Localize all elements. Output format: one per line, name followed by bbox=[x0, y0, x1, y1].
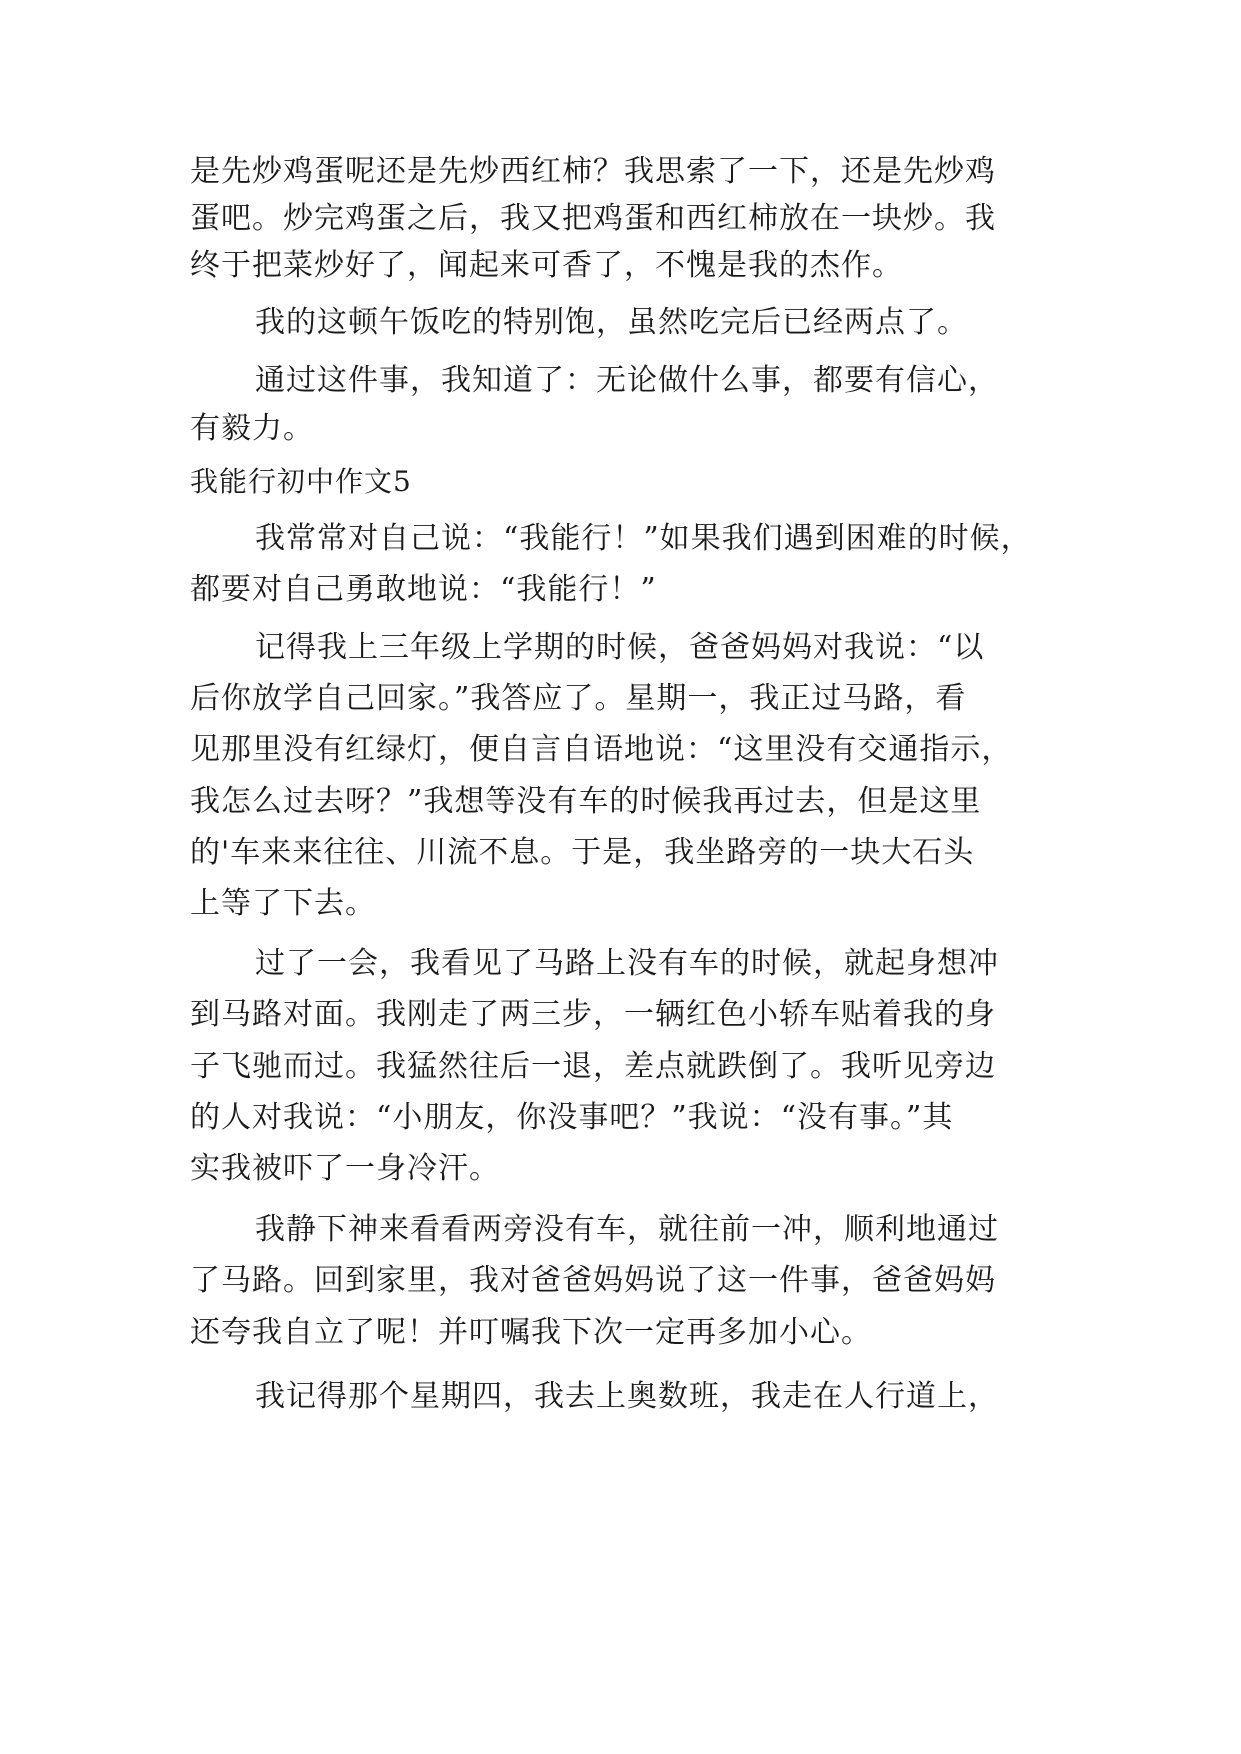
text-line: 见那里没有红绿灯，便自言自语地说：“这里没有交通指示， bbox=[190, 732, 1013, 767]
text-line: 都要对自己勇敢地说：“我能行！” bbox=[190, 572, 657, 607]
text-line: 我记得那个星期四，我去上奥数班，我走在人行道上， bbox=[255, 1379, 999, 1414]
text-line: 记得我上三年级上学期的时候，爸爸妈妈对我说：“以 bbox=[255, 630, 985, 665]
text-line: 我的这顿午饭吃的特别饱，虽然吃完后已经两点了。 bbox=[255, 305, 968, 340]
text-line: 通过这件事，我知道了：无论做什么事，都要有信心， bbox=[255, 363, 999, 398]
section-heading: 我能行初中作文5 bbox=[190, 465, 412, 498]
text-line: 了马路。回到家里，我对爸爸妈妈说了这一件事，爸爸妈妈 bbox=[190, 1263, 996, 1298]
text-line: 上等了下去。 bbox=[190, 886, 376, 921]
text-line: 终于把菜炒好了，闻起来可香了，不愧是我的杰作。 bbox=[190, 248, 903, 283]
text-line: 蛋吧。炒完鸡蛋之后，我又把鸡蛋和西红柿放在一块炒。我 bbox=[190, 201, 996, 236]
text-line: 我怎么过去呀？”我想等没有车的时候我再过去，但是这里 bbox=[190, 784, 982, 819]
text-line: 子飞驰而过。我猛然往后一退，差点就跌倒了。我听见旁边 bbox=[190, 1049, 996, 1084]
text-line: 还夸我自立了呢！并叮嘱我下次一定再多加小心。 bbox=[190, 1315, 872, 1350]
text-line: 我静下神来看看两旁没有车，就往前一冲，顺利地通过 bbox=[255, 1212, 999, 1247]
text-line: 到马路对面。我刚走了两三步，一辆红色小轿车贴着我的身 bbox=[190, 997, 996, 1032]
text-line: 有毅力。 bbox=[190, 411, 314, 446]
text-line: 我常常对自己说：“我能行！”如果我们遇到困难的时候， bbox=[255, 521, 1032, 556]
text-line: 实我被吓了一身冷汗。 bbox=[190, 1151, 500, 1186]
text-line: 是先炒鸡蛋呢还是先炒西红柿？我思索了一下，还是先炒鸡 bbox=[190, 154, 996, 189]
text-line: 的人对我说：“小朋友，你没事吧？”我说：“没有事。”其 bbox=[190, 1100, 954, 1135]
text-line: 过了一会，我看见了马路上没有车的时候，就起身想冲 bbox=[255, 946, 999, 981]
text-line: 的'车来来往往、川流不息。于是，我坐路旁的一块大石头 bbox=[190, 835, 975, 870]
text-line: 后你放学自己回家。”我答应了。星期一，我正过马路，看 bbox=[190, 681, 967, 716]
